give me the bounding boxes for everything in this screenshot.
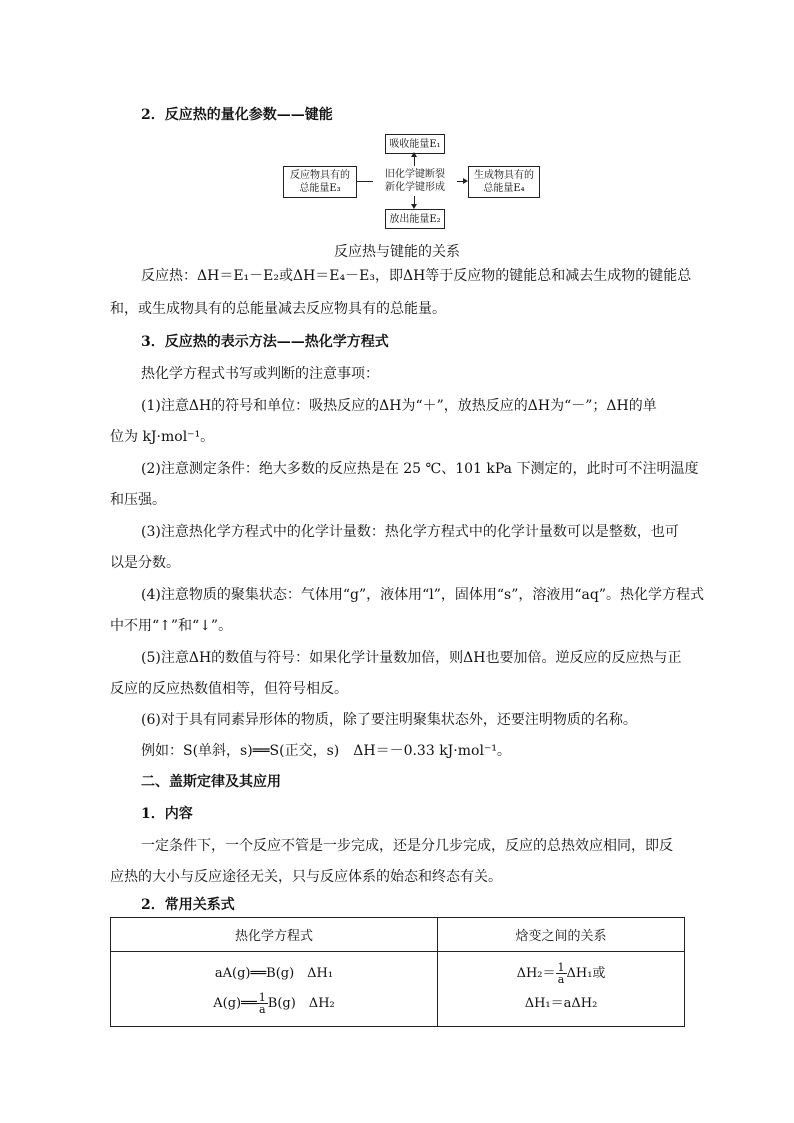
- bond-energy-diagram: [280, 134, 540, 229]
- part-heading-hess-law: 二、盖斯定律及其应用: [141, 774, 281, 790]
- arrow-up-head-icon: [411, 152, 417, 157]
- note-3-cont: 以是分数。: [110, 555, 180, 571]
- table-header-cell: 热化学方程式: [111, 918, 438, 952]
- paragraph-line: 反应热：ΔH＝E₁－E₂或ΔH＝E₄－E₃，即ΔH等于反应物的键能总和减去生成物的键能总: [141, 268, 692, 284]
- relation-2: ΔH₁＝aΔH₂: [524, 996, 598, 1011]
- fraction-numerator: 1: [258, 991, 266, 1004]
- section-heading-thermo-equation: 3．反应热的表示方法——热化学方程式: [141, 334, 389, 350]
- fraction-denominator: a: [557, 973, 565, 986]
- equation-2-right: B(g) ΔH₂: [267, 996, 335, 1011]
- note-5: (5)注意ΔH的数值与符号：如果化学计量数加倍，则ΔH也要加倍。逆反应的反应热与正: [141, 650, 682, 666]
- note-6: (6)对于具有同素异形体的物质，除了要注明聚集状态外，还要注明物质的名称。: [141, 712, 637, 728]
- note-1-cont: 位为 kJ·mol⁻¹。: [110, 429, 215, 445]
- diagram-top-box: [385, 134, 445, 154]
- note-5-cont: 反应的反应热数值相等，但符号相反。: [110, 681, 348, 697]
- fraction: [257, 992, 268, 1015]
- center-line2: 新化学键形成: [385, 182, 445, 193]
- right-box-line2: 总能量E₄: [483, 183, 525, 194]
- center-line1: 旧化学键断裂: [385, 169, 445, 180]
- relation-1-right: ΔH₁或: [566, 966, 606, 981]
- paragraph-line: 应热的大小与反应途径无关，只与反应体系的始态和终态有关。: [110, 869, 502, 885]
- note-4: (4)注意物质的聚集状态：气体用“g”，液体用“l”，固体用“s”，溶液用“aq”。热化学方程式: [141, 587, 705, 603]
- diagram-center-text: [373, 168, 457, 194]
- note-2: (2)注意测定条件：绝大多数的反应热是在 25 ℃、101 kPa 下测定的，此时可不注明温度: [141, 461, 699, 477]
- paragraph-line: 一定条件下，一个反应不管是一步完成，还是分几步完成，反应的总热效应相同，即反: [141, 838, 673, 854]
- left-box-line2: 总能量E₃: [299, 183, 341, 194]
- equation-2-left: A(g)══: [213, 996, 257, 1011]
- diagram-bottom-box: [385, 209, 445, 229]
- table-cell-relations: [438, 952, 685, 1027]
- fraction-denominator: a: [259, 1003, 266, 1016]
- note-2-cont: 和压强。: [110, 492, 166, 508]
- fraction: [556, 962, 567, 985]
- relations-table: [110, 917, 685, 1027]
- arrow-left-line: [357, 181, 373, 182]
- left-box-line1: 反应物具有的: [290, 170, 350, 181]
- note-4-cont: 中不用“↑”和“↓”。: [110, 618, 233, 634]
- diagram-right-box: [468, 166, 540, 198]
- note-1: (1)注意ΔH的符号和单位：吸热反应的ΔH为“＋”，放热反应的ΔH为“－”；ΔH的单: [141, 398, 657, 414]
- diagram-caption: 反应热与键能的关系: [334, 244, 460, 260]
- subheading-relations: 2．常用关系式: [141, 897, 235, 913]
- section-heading-bond-energy: 2．反应热的量化参数——键能: [141, 107, 333, 123]
- table-header-cell: 焓变之间的关系: [438, 918, 685, 952]
- diagram-left-box: [283, 166, 357, 198]
- top-box-label: 吸收能量E₁: [389, 138, 441, 150]
- table-header-row: [111, 918, 685, 952]
- equation-2: [112, 989, 436, 1019]
- table-cell-equations: [111, 952, 438, 1027]
- example-line: 例如：S(单斜，s)══S(正交，s) ΔH＝－0.33 kJ·mol⁻¹。: [141, 743, 511, 759]
- paragraph-line: 热化学方程式书写或判断的注意事项：: [141, 366, 379, 382]
- relation-1-left: ΔH₂＝: [516, 966, 556, 981]
- subheading-content: 1．内容: [141, 806, 193, 822]
- note-3: (3)注意热化学方程式中的化学计量数：热化学方程式中的化学计量数可以是整数，也可: [141, 524, 679, 540]
- relation-1: [439, 959, 683, 989]
- table-row: [111, 952, 685, 1027]
- fraction-numerator: 1: [557, 961, 565, 974]
- equation-1: aA(g)══B(g) ΔH₁: [214, 966, 334, 981]
- right-box-line1: 生成物具有的: [474, 170, 534, 181]
- bottom-box-label: 放出能量E₂: [389, 213, 441, 225]
- paragraph-line: 和，或生成物具有的总能量减去反应物具有的总能量。: [110, 301, 446, 317]
